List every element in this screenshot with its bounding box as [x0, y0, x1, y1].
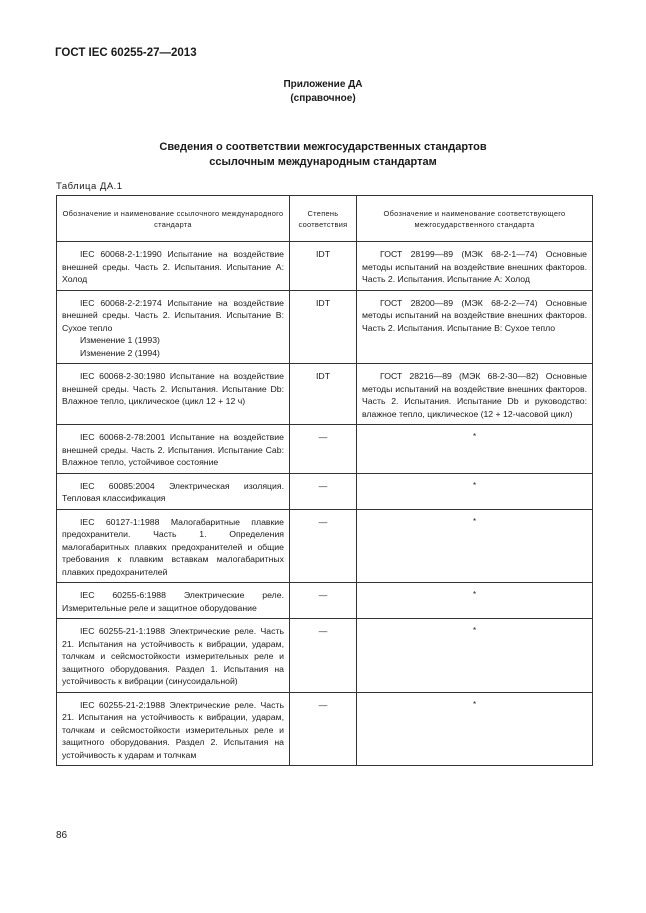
international-standard-text: IEC 60255-21-1:1988 Электрические реле. Часть 21. Испытания на устойчивость к вибрации, ударам, толчкам и сейсмостойкости измерительных реле и защитного оборудования. Раздел 1. Испытания на устойчивость к вибрации (синусоидальной) — [62, 626, 284, 686]
international-standard-text: IEC 60255-6:1988 Электрические реле. Измерительные реле и защитное оборудование — [62, 590, 284, 613]
page-title-line-2: ссылочным международным стандартам — [209, 156, 437, 168]
degree-cell: — — [290, 583, 357, 619]
degree-cell: IDT — [290, 364, 357, 425]
national-standard-cell — [357, 583, 593, 619]
table-row — [57, 619, 593, 693]
table-row — [57, 242, 593, 291]
national-standard-cell — [357, 242, 593, 291]
national-standard-text: ГОСТ 28216—89 (МЭК 68-2-30—82) Основные методы испытаний на воздействие внешних факторов. Часть 2. Испытания. Испытание Db и руководство: влажное тепло, циклическое (12 + 12-часовой цикл) — [362, 371, 587, 419]
national-standard-cell — [357, 509, 593, 583]
national-standard-cell — [357, 425, 593, 474]
national-standard-text: * — [472, 626, 477, 635]
table-row — [57, 692, 593, 766]
international-standard-text: IEC 60085:2004 Электрическая изоляция. Тепловая классификация — [62, 480, 284, 503]
amendment-text: Изменение 2 (1994) — [80, 347, 160, 358]
international-standard-cell — [57, 473, 290, 509]
national-standard-text: ГОСТ 28200—89 (МЭК 68-2-2—74) Основные методы испытаний на воздействие внешних факторов. Часть 2. Испытания. Испытание В: Сухое тепло — [362, 297, 587, 333]
table-body — [57, 242, 593, 766]
international-standard-cell — [57, 509, 290, 583]
national-standard-cell — [357, 364, 593, 425]
national-standard-cell — [357, 619, 593, 693]
international-standard-cell — [57, 692, 290, 766]
annex-kind: (справочное) — [290, 93, 356, 104]
table-row — [57, 583, 593, 619]
degree-cell: — — [290, 425, 357, 474]
national-standard-cell — [357, 692, 593, 766]
degree-cell: — — [290, 473, 357, 509]
amendment-text: Изменение 1 (1993) — [80, 335, 160, 345]
correspondence-table — [56, 195, 593, 766]
national-standard-text: * — [472, 480, 477, 490]
table-row — [57, 473, 593, 509]
international-standard-cell — [57, 619, 290, 693]
page-title-line-1: Сведения о соответствии межгосударственных стандартов — [159, 141, 487, 153]
table-row — [57, 364, 593, 425]
national-standard-text: * — [472, 699, 477, 709]
international-standard-text: IEC 60255-21-2:1988 Электрические реле. Часть 21. Испытания на устойчивость к вибрации, ударам, толчкам и сейсмостойкости измерительных реле и защитного оборудования. Раздел 2. Испытания на устойчивость к ударам и толчкам — [62, 699, 284, 760]
table-row — [57, 425, 593, 474]
table-caption: Таблица ДА.1 — [56, 181, 123, 192]
national-standard-text: * — [472, 590, 477, 599]
international-standard-text: IEC 60068-2-2:1974 Испытание на воздействие внешней среды. Часть 2. Испытания. Испытание В: Сухое тепло — [62, 297, 284, 333]
column-header-degree: Степень соответствия — [290, 196, 357, 242]
table-header-row — [57, 196, 593, 242]
page-number: 86 — [56, 830, 68, 841]
international-standard-cell — [57, 290, 290, 364]
national-standard-cell — [357, 290, 593, 364]
international-standard-cell — [57, 364, 290, 425]
international-standard-cell — [57, 425, 290, 474]
international-standard-text: IEC 60068-2-1:1990 Испытание на воздействие внешней среды. Часть 2. Испытания. Испытание А: Холод — [62, 249, 284, 284]
national-standard-text: * — [472, 432, 477, 441]
degree-cell: — — [290, 509, 357, 583]
annex-title: Приложение ДА — [283, 79, 363, 90]
column-header-national-standard: Обозначение и наименование соответствующего межгосударственного стандарта — [357, 196, 593, 242]
international-standard-text: IEC 60127-1:1988 Малогабаритные плавкие предохранители. Часть 1. Определения малогабаритных плавких предохранителей и общие требования к плавким вставкам малогабаритных плавких предохранителей — [62, 516, 284, 577]
degree-cell: IDT — [290, 242, 357, 291]
national-standard-text: * — [472, 516, 477, 526]
degree-cell: — — [290, 692, 357, 766]
international-standard-cell — [57, 242, 290, 291]
table-row — [57, 509, 593, 583]
international-standard-cell — [57, 583, 290, 619]
degree-cell: IDT — [290, 290, 357, 364]
table-row — [57, 290, 593, 364]
international-standard-text: IEC 60068-2-78:2001 Испытание на воздействие внешней среды. Часть 2. Испытания. Испытание Cab: Влажное тепло, устойчивое состояние — [62, 432, 284, 467]
document-header: ГОСТ IEC 60255-27—2013 — [55, 47, 197, 59]
column-header-international-standard: Обозначение и наименование ссылочного международного стандарта — [57, 196, 290, 242]
degree-cell: — — [290, 619, 357, 693]
national-standard-text: ГОСТ 28199—89 (МЭК 68-2-1—74) Основные методы испытаний на воздействие внешних факторов. Часть 2. Испытания. Испытание А: Холод — [362, 249, 587, 284]
international-standard-text: IEC 60068-2-30:1980 Испытание на воздействие внешней среды. Часть 2. Испытания. Испытание Db: Влажное тепло, циклическое (цикл 12 + 12 ч) — [62, 371, 284, 406]
national-standard-cell — [357, 473, 593, 509]
